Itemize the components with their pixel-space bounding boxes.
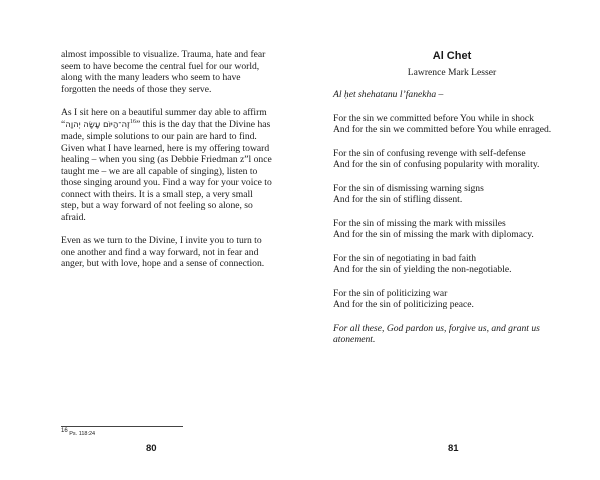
- stanza-line: And for the sin we committed before You while enraged.: [333, 124, 552, 135]
- paragraph-text: As I sit here on a beautiful summer day able to affirm “: [61, 107, 267, 130]
- poem-author: Lawrence Mark Lesser: [407, 67, 497, 78]
- stanza-line: And for the sin of stifling dissent.: [333, 194, 463, 205]
- page-number-left: 80: [146, 443, 157, 454]
- poem-incipit: Al ḥet shehatanu l’fanekha –: [333, 89, 444, 100]
- stanza-line: For the sin we committed before You while in shock: [333, 112, 534, 124]
- poem-stanza: [333, 288, 563, 311]
- paragraph-3: [61, 235, 273, 270]
- stanza-line: And for the sin of missing the mark with diplomacy.: [333, 229, 534, 240]
- poem-closing: For all these, God pardon us, forgive us, and grant us atonement.: [333, 322, 540, 345]
- poem-stanza: [333, 253, 563, 276]
- footnote-divider: [61, 426, 183, 427]
- poem-stanza: [333, 113, 563, 136]
- poem-body: [333, 89, 563, 358]
- footnote-reference: 16: [129, 118, 136, 125]
- footnote-text: Ps. 118:24: [67, 431, 96, 437]
- stanza-line: For the sin of dismissing warning signs: [333, 182, 484, 194]
- paragraph-text: Even as we turn to the Divine, I invite you to turn to one another and find a way forward, not in fear and anger, but with love, hope and a sense of connection.: [61, 235, 265, 269]
- poem-stanza: [333, 183, 563, 206]
- hebrew-quote: זֶה־הַיּוֹם עָשָׂה יְהוָה: [65, 119, 130, 130]
- footnote-number: 16: [61, 428, 68, 435]
- poem-stanza: [333, 218, 563, 241]
- footnote: [61, 428, 96, 438]
- stanza-line: For the sin of negotiating in bad faith: [333, 252, 477, 264]
- left-page-body: [61, 49, 273, 282]
- paragraph-text: almost impossible to visualize. Trauma, hate and fear seem to have become the central fuel for our world, along with the many leaders who seem to have forgotten the needs of those they serve.: [61, 49, 266, 95]
- right-page: [300, 0, 600, 480]
- stanza-line: And for the sin of politicizing peace.: [333, 299, 474, 310]
- paragraph-2: [61, 107, 273, 223]
- stanza-line: And for the sin of yielding the non-negotiable.: [333, 264, 512, 275]
- stanza-line: For the sin of confusing revenge with self-defense: [333, 147, 526, 159]
- page-number-right: 81: [448, 443, 459, 454]
- paragraph-text-continued: ” this is the day that the Divine has made, simple solutions to our pain are hard to find. Given what I have learned, here is my offering toward healing – when you sing (as Debbie Friedman z”l once taught me – we are all capable of singing), listen to those singing around you. Find a way for your voice to connect with theirs. It is a small step, a very small step, but a way forward of not feeling so alone, so afraid.: [61, 118, 272, 223]
- poem-stanza: [333, 148, 563, 171]
- stanza-line: For the sin of politicizing war: [333, 287, 448, 299]
- stanza-line: And for the sin of confusing popularity with morality.: [333, 159, 540, 170]
- paragraph-1: [61, 49, 273, 95]
- stanza-line: For the sin of missing the mark with missiles: [333, 217, 506, 229]
- poem-title: Al Chet: [432, 50, 472, 62]
